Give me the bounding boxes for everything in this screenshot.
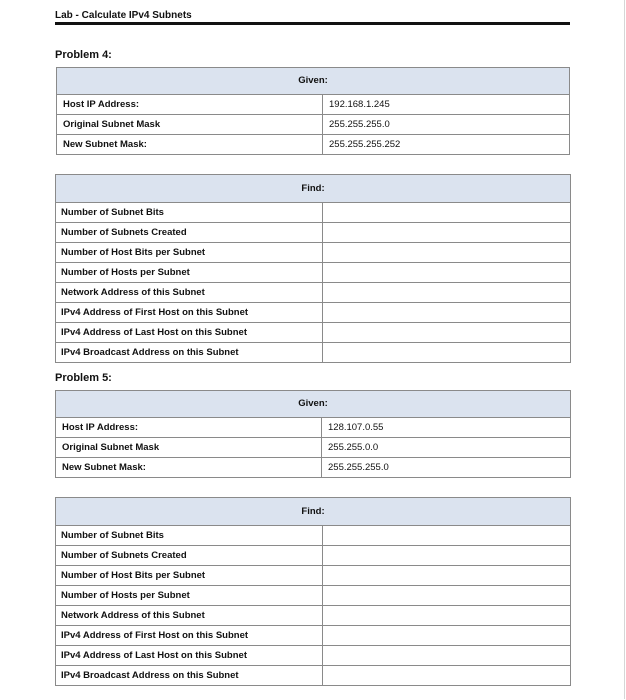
table-row: [56, 283, 571, 303]
table-row: [56, 646, 571, 666]
find-header: Find:: [56, 498, 571, 526]
find-answer-cell[interactable]: [323, 263, 571, 283]
find-answer-cell[interactable]: [323, 586, 571, 606]
table-row: [56, 323, 571, 343]
problem-5-heading: Problem 5:: [55, 372, 112, 384]
table-row: [56, 438, 571, 458]
given-value: 192.168.1.245: [323, 95, 570, 115]
given-label: Host IP Address:: [56, 418, 322, 438]
problem-4-heading: Problem 4:: [55, 49, 112, 61]
find-answer-cell[interactable]: [323, 283, 571, 303]
table-row: [56, 223, 571, 243]
table-row: [57, 115, 570, 135]
table-row: [56, 303, 571, 323]
given-header: Given:: [57, 68, 570, 95]
given-value: 255.255.255.0: [323, 115, 570, 135]
given-label: New Subnet Mask:: [56, 458, 322, 478]
given-header: Given:: [56, 391, 571, 418]
find-label: Number of Hosts per Subnet: [56, 263, 323, 283]
table-row: [56, 546, 571, 566]
find-answer-cell[interactable]: [323, 606, 571, 626]
given-value: 255.255.255.0: [322, 458, 571, 478]
find-label: Number of Subnet Bits: [56, 203, 323, 223]
table-row: [56, 418, 571, 438]
document-title: Lab - Calculate IPv4 Subnets: [55, 10, 192, 21]
problem-4-find-table: [55, 174, 571, 363]
find-answer-cell[interactable]: [323, 243, 571, 263]
given-label: Host IP Address:: [57, 95, 323, 115]
find-answer-cell[interactable]: [323, 323, 571, 343]
given-label: Original Subnet Mask: [57, 115, 323, 135]
given-value: 128.107.0.55: [322, 418, 571, 438]
find-label: Number of Subnets Created: [56, 546, 323, 566]
problem-4-given-table: [56, 67, 570, 155]
find-answer-cell[interactable]: [323, 546, 571, 566]
find-label: IPv4 Address of First Host on this Subnet: [56, 303, 323, 323]
find-label: IPv4 Address of First Host on this Subnet: [56, 626, 323, 646]
find-label: Number of Subnet Bits: [56, 526, 323, 546]
find-answer-cell[interactable]: [323, 343, 571, 363]
find-label: Number of Host Bits per Subnet: [56, 243, 323, 263]
table-row: [56, 606, 571, 626]
find-label: Number of Subnets Created: [56, 223, 323, 243]
find-label: Network Address of this Subnet: [56, 606, 323, 626]
find-label: Number of Hosts per Subnet: [56, 586, 323, 606]
find-header: Find:: [56, 175, 571, 203]
find-label: Number of Host Bits per Subnet: [56, 566, 323, 586]
given-label: Original Subnet Mask: [56, 438, 322, 458]
table-row: [57, 95, 570, 115]
find-answer-cell[interactable]: [323, 526, 571, 546]
table-row: [56, 263, 571, 283]
find-label: Network Address of this Subnet: [56, 283, 323, 303]
table-row: [56, 626, 571, 646]
table-row: [56, 666, 571, 686]
table-row: [56, 586, 571, 606]
given-value: 255.255.0.0: [322, 438, 571, 458]
find-label: IPv4 Address of Last Host on this Subnet: [56, 646, 323, 666]
find-answer-cell[interactable]: [323, 566, 571, 586]
find-answer-cell[interactable]: [323, 626, 571, 646]
find-label: IPv4 Address of Last Host on this Subnet: [56, 323, 323, 343]
given-label: New Subnet Mask:: [57, 135, 323, 155]
problem-5-find-table: [55, 497, 571, 686]
table-row: [56, 203, 571, 223]
table-row: [56, 243, 571, 263]
find-answer-cell[interactable]: [323, 203, 571, 223]
find-answer-cell[interactable]: [323, 223, 571, 243]
table-row: [56, 566, 571, 586]
table-row: [56, 343, 571, 363]
table-row: [56, 458, 571, 478]
find-label: IPv4 Broadcast Address on this Subnet: [56, 666, 323, 686]
find-answer-cell[interactable]: [323, 646, 571, 666]
table-row: [57, 135, 570, 155]
find-answer-cell[interactable]: [323, 303, 571, 323]
find-answer-cell[interactable]: [323, 666, 571, 686]
find-label: IPv4 Broadcast Address on this Subnet: [56, 343, 323, 363]
title-underline: [55, 22, 570, 25]
given-value: 255.255.255.252: [323, 135, 570, 155]
problem-5-given-table: [55, 390, 571, 478]
table-row: [56, 526, 571, 546]
